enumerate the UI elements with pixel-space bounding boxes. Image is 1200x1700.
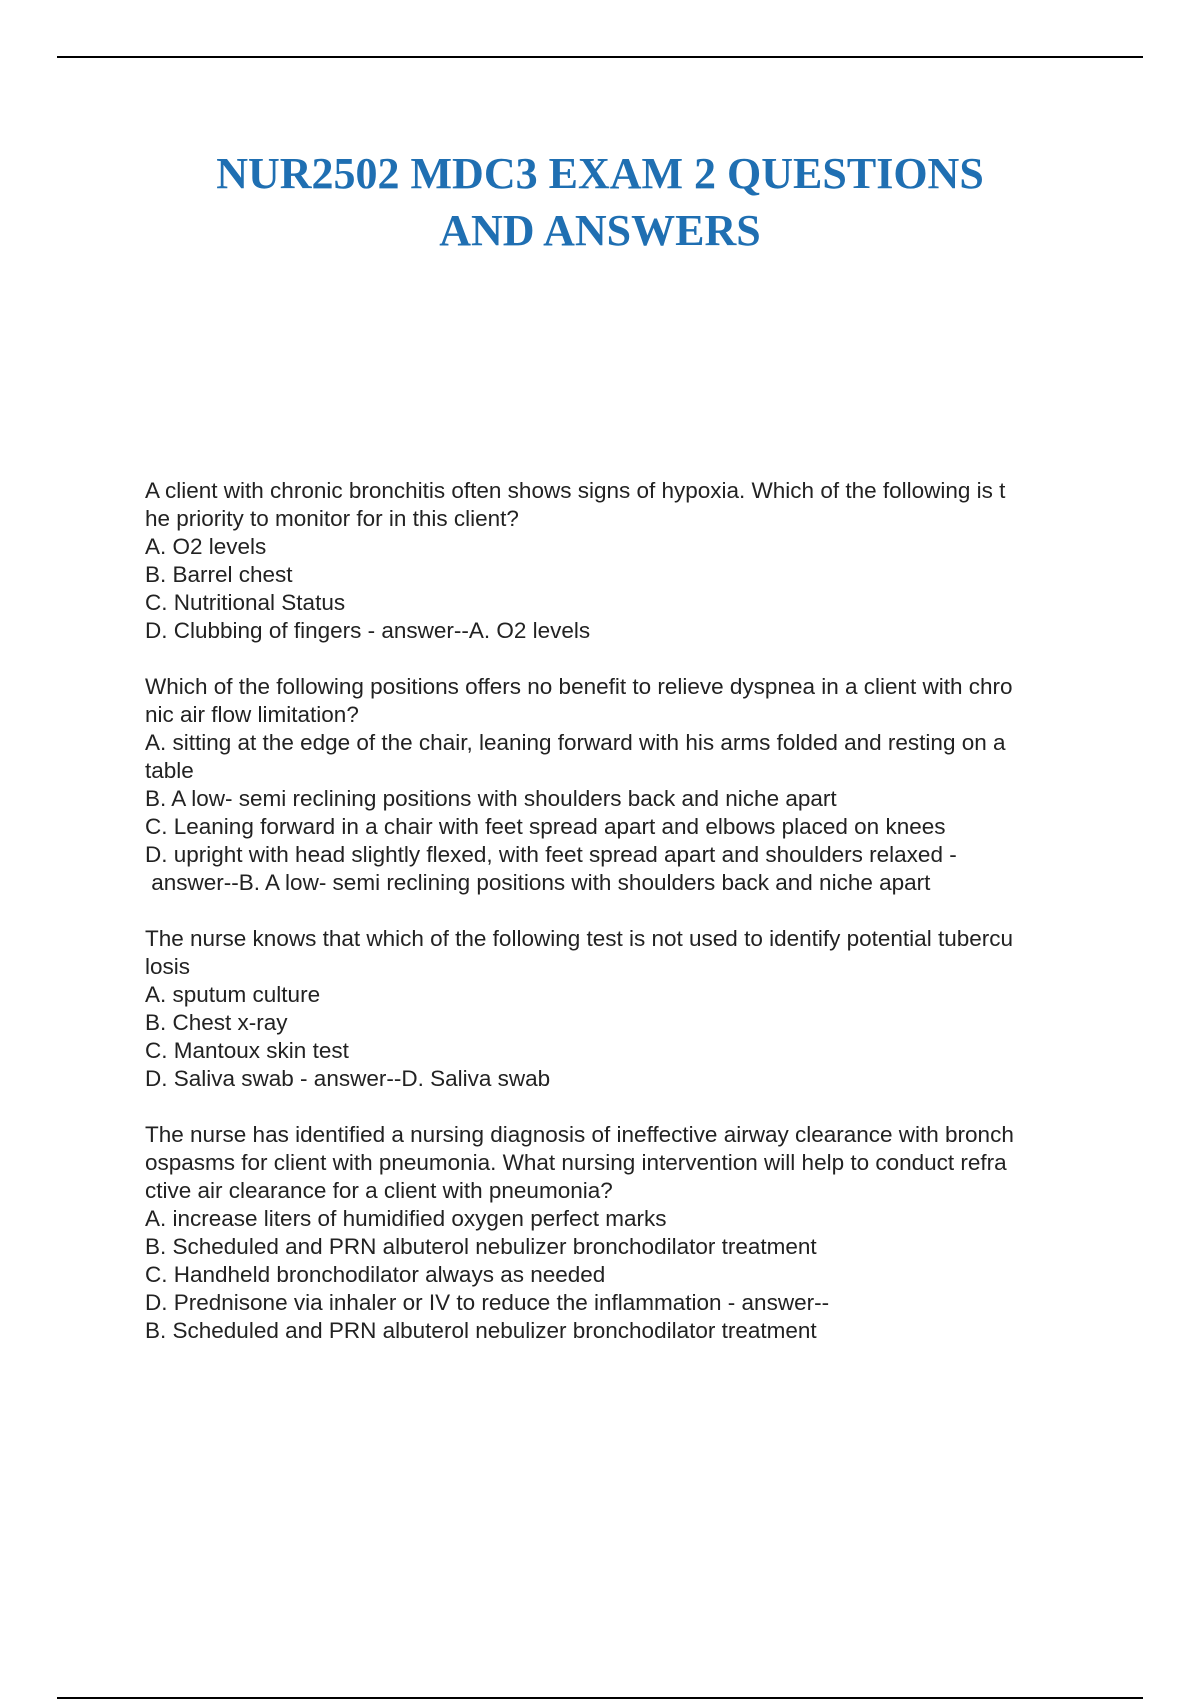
option-answer-line: D. Clubbing of fingers - answer--A. O2 levels [145,618,591,643]
question-block [145,1121,1100,1345]
option-line: B. Scheduled and PRN albuterol nebulizer bronchodilator treatment [145,1234,817,1259]
question-line: ctive air clearance for a client with pneumonia? [145,1178,613,1203]
option-line: B. Chest x-ray [145,1010,288,1035]
bottom-rule [57,1697,1143,1699]
question-line: losis [145,954,191,979]
option-line: B. Barrel chest [145,562,293,587]
question-line: The nurse has identified a nursing diagnosis of ineffective airway clearance with bronch [145,1122,1014,1147]
title-line-1: NUR2502 MDC3 EXAM 2 QUESTIONS [216,149,984,198]
option-line: A. sputum culture [145,982,321,1007]
document-title [100,145,1100,259]
question-line: ospasms for client with pneumonia. What nursing intervention will help to conduct refra [145,1150,1007,1175]
option-line: A. increase liters of humidified oxygen perfect marks [145,1206,667,1231]
question-line: Which of the following positions offers no benefit to relieve dyspnea in a client with chro [145,674,1013,699]
question-block [145,477,1100,645]
question-line: The nurse knows that which of the following test is not used to identify potential tubercu [145,926,1013,951]
question-line: A client with chronic bronchitis often shows signs of hypoxia. Which of the following is t [145,478,1006,503]
question-block [145,925,1100,1093]
answer-line: answer--B. A low- semi reclining positions with shoulders back and niche apart [145,870,931,895]
option-answer-line: D. Saliva swab - answer--D. Saliva swab [145,1066,551,1091]
option-line: D. Prednisone via inhaler or IV to reduce the inflammation - answer-- [145,1290,830,1315]
question-line: he priority to monitor for in this client? [145,506,519,531]
option-line: table [145,758,194,783]
option-line: A. O2 levels [145,534,267,559]
question-block [145,673,1100,897]
option-line: A. sitting at the edge of the chair, leaning forward with his arms folded and resting on a [145,730,1006,755]
option-line: B. A low- semi reclining positions with shoulders back and niche apart [145,786,837,811]
top-rule [57,56,1143,58]
question-line: nic air flow limitation? [145,702,359,727]
title-line-2: AND ANSWERS [439,206,761,255]
answer-line: B. Scheduled and PRN albuterol nebulizer bronchodilator treatment [145,1318,817,1343]
option-line: C. Mantoux skin test [145,1038,349,1063]
option-line: C. Handheld bronchodilator always as needed [145,1262,606,1287]
question-list [145,477,1100,1373]
option-line: C. Leaning forward in a chair with feet spread apart and elbows placed on knees [145,814,946,839]
option-line: C. Nutritional Status [145,590,346,615]
option-line: D. upright with head slightly flexed, with feet spread apart and shoulders relaxed - [145,842,957,867]
